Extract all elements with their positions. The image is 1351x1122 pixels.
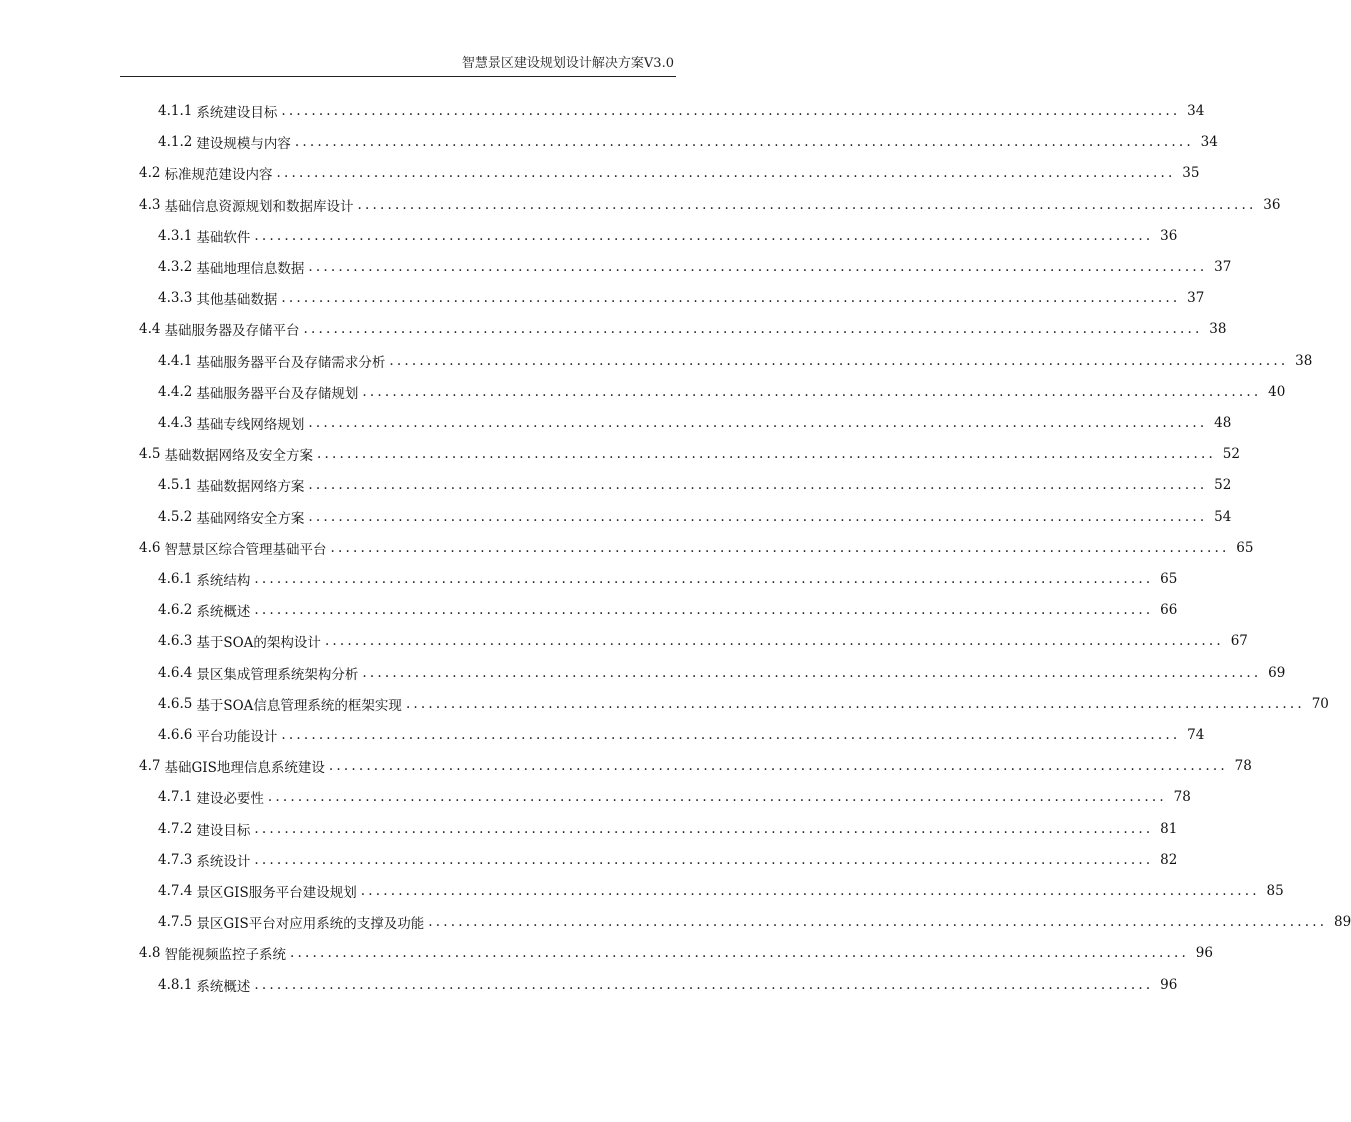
toc-entry-page: 82 xyxy=(1160,851,1178,868)
toc-entry-page: 70 xyxy=(1311,695,1329,712)
toc-entry[interactable] xyxy=(158,657,1286,688)
toc-dot-leader: ........................................................................................................................ xyxy=(360,882,1260,899)
toc-entry-title: 系统结构 xyxy=(196,572,251,589)
toc-entry-number: 4.7 xyxy=(139,757,161,774)
toc-entry-page: 34 xyxy=(1187,102,1205,119)
toc-entry-title: 基础服务器平台及存储规划 xyxy=(196,385,359,402)
toc-dot-leader: ........................................................................................................................ xyxy=(308,476,1208,493)
toc-entry-page: 36 xyxy=(1160,227,1178,244)
toc-dot-leader: ........................................................................................................................ xyxy=(362,383,1262,400)
toc-entry-title: 基础服务器及存储平台 xyxy=(164,322,300,339)
toc-entry-page: 37 xyxy=(1214,258,1232,275)
toc-entry[interactable] xyxy=(158,781,1191,812)
toc-dot-leader: ........................................................................................................................ xyxy=(308,508,1208,525)
toc-dot-leader: ........................................................................................................................ xyxy=(254,851,1154,868)
toc-entry-page: 40 xyxy=(1268,383,1286,400)
toc-entry-number: 4.3 xyxy=(139,196,161,213)
toc-dot-leader: ........................................................................................................................ xyxy=(281,289,1181,306)
toc-entry-number: 4.5.2 xyxy=(158,508,193,525)
toc-entry-number: 4.6.5 xyxy=(158,695,193,712)
toc-entry-number: 4.1.2 xyxy=(158,133,193,150)
toc-entry-title: 标准规范建设内容 xyxy=(164,166,273,183)
toc-entry-page: 96 xyxy=(1195,944,1213,961)
toc-entry-number: 4.5.1 xyxy=(158,476,193,493)
toc-entry-page: 38 xyxy=(1209,320,1227,337)
toc-dot-leader: ........................................................................................................................ xyxy=(294,133,1194,150)
toc-entry-title: 智能视频监控子系统 xyxy=(164,946,286,963)
toc-entry[interactable] xyxy=(158,376,1286,407)
toc-dot-leader: ........................................................................................................................ xyxy=(330,539,1230,556)
toc-entry-page: 89 xyxy=(1334,913,1351,930)
toc-entry-title: 景区集成管理系统架构分析 xyxy=(196,666,359,683)
toc-entry-title: 基于SOA的架构设计 xyxy=(196,634,321,651)
toc-entry[interactable] xyxy=(139,189,1281,220)
toc-entry-number: 4.8 xyxy=(139,944,161,961)
toc-entry[interactable] xyxy=(158,407,1232,438)
toc-entry-number: 4.3.3 xyxy=(158,289,193,306)
toc-entry[interactable] xyxy=(158,220,1178,251)
toc-entry-page: 37 xyxy=(1187,289,1205,306)
toc-dot-leader: ........................................................................................................................ xyxy=(303,320,1203,337)
toc-entry[interactable] xyxy=(158,251,1232,282)
page-header xyxy=(120,56,676,77)
toc-dot-leader: ........................................................................................................................ xyxy=(428,913,1328,930)
toc-dot-leader: ........................................................................................................................ xyxy=(289,944,1189,961)
toc-entry[interactable] xyxy=(158,813,1178,844)
toc-entry-page: 74 xyxy=(1187,726,1205,743)
toc-entry-title: 智慧景区综合管理基础平台 xyxy=(164,541,327,558)
toc-entry[interactable] xyxy=(158,501,1232,532)
toc-entry-title: 基于SOA信息管理系统的框架实现 xyxy=(196,697,402,714)
toc-entry[interactable] xyxy=(158,95,1205,126)
toc-entry-page: 34 xyxy=(1200,133,1218,150)
toc-entry[interactable] xyxy=(158,625,1248,656)
toc-entry-number: 4.5 xyxy=(139,445,161,462)
toc-entry-number: 4.7.2 xyxy=(158,820,193,837)
toc-entry-title: 基础服务器平台及存储需求分析 xyxy=(196,354,386,371)
toc-entry[interactable] xyxy=(158,126,1218,157)
toc-entry-number: 4.6.2 xyxy=(158,601,193,618)
toc-entry-title: 基础地理信息数据 xyxy=(196,260,305,277)
toc-entry-number: 4.7.1 xyxy=(158,788,193,805)
toc-entry-page: 78 xyxy=(1234,757,1252,774)
toc-entry-number: 4.6.4 xyxy=(158,664,193,681)
toc-entry[interactable] xyxy=(139,438,1240,469)
toc-entry-number: 4.7.4 xyxy=(158,882,193,899)
toc-entry-number: 4.6.1 xyxy=(158,570,193,587)
toc-entry[interactable] xyxy=(158,594,1178,625)
toc-entry-page: 78 xyxy=(1173,788,1191,805)
toc-entry-page: 67 xyxy=(1230,632,1248,649)
toc-entry[interactable] xyxy=(158,282,1205,313)
toc-entry-title: 系统建设目标 xyxy=(196,104,278,121)
toc-dot-leader: ........................................................................................................................ xyxy=(316,445,1216,462)
toc-entry-title: 建设规模与内容 xyxy=(196,135,291,152)
toc-dot-leader: ........................................................................................................................ xyxy=(254,976,1154,993)
toc-dot-leader: ........................................................................................................................ xyxy=(362,664,1262,681)
toc-dot-leader: ........................................................................................................................ xyxy=(281,102,1181,119)
toc-entry-number: 4.8.1 xyxy=(158,976,193,993)
toc-entry-number: 4.6.6 xyxy=(158,726,193,743)
toc-dot-leader: ........................................................................................................................ xyxy=(308,414,1208,431)
toc-entry-title: 基础数据网络及安全方案 xyxy=(164,447,313,464)
toc-entry-page: 52 xyxy=(1214,476,1232,493)
toc-entry-title: 建设目标 xyxy=(196,822,251,839)
toc-entry-page: 54 xyxy=(1214,508,1232,525)
toc-entry-page: 35 xyxy=(1182,164,1200,181)
toc-entry-number: 4.7.5 xyxy=(158,913,193,930)
toc-entry-number: 4.2 xyxy=(139,164,161,181)
toc-dot-leader: ........................................................................................................................ xyxy=(357,196,1257,213)
toc-entry-number: 4.4.1 xyxy=(158,352,193,369)
toc-entry-page: 69 xyxy=(1268,664,1286,681)
toc-dot-leader: ........................................................................................................................ xyxy=(328,757,1228,774)
toc-dot-leader: ........................................................................................................................ xyxy=(405,695,1305,712)
toc-dot-leader: ........................................................................................................................ xyxy=(324,632,1224,649)
toc-entry-title: 基础网络安全方案 xyxy=(196,510,305,527)
toc-entry[interactable] xyxy=(158,969,1178,1000)
toc-entry-number: 4.3.2 xyxy=(158,258,193,275)
toc-dot-leader: ........................................................................................................................ xyxy=(254,570,1154,587)
toc-entry-page: 38 xyxy=(1295,352,1313,369)
toc-dot-leader: ........................................................................................................................ xyxy=(276,164,1176,181)
toc-dot-leader: ........................................................................................................................ xyxy=(281,726,1181,743)
toc-entry-number: 4.4.2 xyxy=(158,383,193,400)
toc-entry-title: 建设必要性 xyxy=(196,790,264,807)
toc-entry-page: 65 xyxy=(1160,570,1178,587)
toc-entry-page: 85 xyxy=(1266,882,1284,899)
toc-entry-page: 36 xyxy=(1263,196,1281,213)
toc-entry[interactable] xyxy=(139,313,1227,344)
toc-dot-leader: ........................................................................................................................ xyxy=(389,352,1289,369)
toc-entry-page: 96 xyxy=(1160,976,1178,993)
toc-entry-number: 4.6 xyxy=(139,539,161,556)
toc-entry-number: 4.3.1 xyxy=(158,227,193,244)
toc-dot-leader: ........................................................................................................................ xyxy=(308,258,1208,275)
toc-entry-title: 基础专线网络规划 xyxy=(196,416,305,433)
toc-entry-title: 基础信息资源规划和数据库设计 xyxy=(164,198,354,215)
toc-entry[interactable] xyxy=(158,469,1232,500)
toc-entry[interactable] xyxy=(139,937,1213,968)
toc-entry[interactable] xyxy=(158,719,1205,750)
toc-entry[interactable] xyxy=(158,688,1329,719)
toc-entry[interactable] xyxy=(139,532,1254,563)
toc-entry-title: 系统设计 xyxy=(196,853,251,870)
toc-dot-leader: ........................................................................................................................ xyxy=(254,227,1154,244)
toc-entry[interactable] xyxy=(158,563,1178,594)
toc-entry-number: 4.6.3 xyxy=(158,632,193,649)
toc-entry-page: 65 xyxy=(1236,539,1254,556)
toc-entry[interactable] xyxy=(139,750,1252,781)
header-title: 智慧景区建设规划设计解决方案V3.0 xyxy=(461,56,674,71)
toc-dot-leader: ........................................................................................................................ xyxy=(267,788,1167,805)
toc-entry-number: 4.4.3 xyxy=(158,414,193,431)
toc-entry[interactable] xyxy=(158,345,1313,376)
toc-entry-page: 52 xyxy=(1222,445,1240,462)
toc-entry-title: 基础软件 xyxy=(196,229,251,246)
toc-entry-title: 基础GIS地理信息系统建设 xyxy=(164,759,325,776)
toc-entry-title: 景区GIS服务平台建设规划 xyxy=(196,884,357,901)
toc-entry[interactable] xyxy=(139,157,1200,188)
toc-entry-title: 景区GIS平台对应用系统的支撑及功能 xyxy=(196,915,425,932)
toc-entry[interactable] xyxy=(158,844,1178,875)
toc-entry-number: 4.7.3 xyxy=(158,851,193,868)
toc-entry-title: 其他基础数据 xyxy=(196,291,278,308)
toc-entry-title: 平台功能设计 xyxy=(196,728,278,745)
toc-entry-title: 基础数据网络方案 xyxy=(196,478,305,495)
toc-entry[interactable] xyxy=(158,906,1351,937)
toc-dot-leader: ........................................................................................................................ xyxy=(254,820,1154,837)
toc-entry-number: 4.4 xyxy=(139,320,161,337)
toc-entry[interactable] xyxy=(158,875,1284,906)
toc-dot-leader: ........................................................................................................................ xyxy=(254,601,1154,618)
toc-entry-page: 81 xyxy=(1160,820,1178,837)
toc-entry-page: 48 xyxy=(1214,414,1232,431)
toc-entry-number: 4.1.1 xyxy=(158,102,193,119)
toc-entry-title: 系统概述 xyxy=(196,603,251,620)
toc-entry-page: 66 xyxy=(1160,601,1178,618)
toc-entry-title: 系统概述 xyxy=(196,978,251,995)
